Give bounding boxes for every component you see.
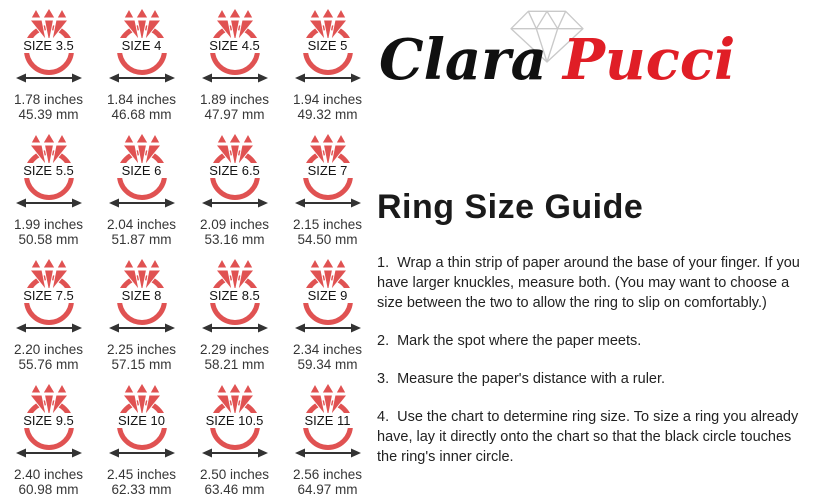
ring-size-chart [0,0,377,501]
ring-mm: 55.76 mm [18,357,79,372]
ring-measurements [293,342,362,372]
ring-mm: 63.46 mm [204,482,265,497]
ring-icon [190,256,280,334]
ring-inches: 1.84 inches [106,92,177,107]
ring-inches: 1.94 inches [292,92,363,107]
ring-cell [95,6,188,131]
ring-inches: 1.78 inches [13,92,84,107]
ring-cell [2,381,95,501]
step-number: 2. [377,333,390,349]
brand-name-pucci: Pucci [562,27,736,93]
ring-measurements [107,92,176,122]
ring-inches: 2.04 inches [106,217,177,232]
ring-size-label: SIZE 10 [115,413,169,428]
ring-cell [281,6,374,131]
page-title: Ring Size Guide [377,188,644,226]
ring-cell [188,6,281,131]
step-text: Mark the spot where the paper meets. [397,333,642,349]
ring-cell [188,131,281,256]
ring-mm: 50.58 mm [18,232,79,247]
ring-mm: 59.34 mm [297,357,358,372]
ring-icon [4,6,94,84]
ring-inches: 2.29 inches [199,342,270,357]
ring-measurements [107,467,176,497]
ring-mm: 53.16 mm [204,232,265,247]
guide-step-2 [377,331,811,351]
ring-measurements [107,217,176,247]
ring-mm: 45.39 mm [18,107,79,122]
ring-size-label: SIZE 6.5 [206,163,263,178]
ring-measurements [200,467,269,497]
ring-size-label: SIZE 9.5 [20,413,77,428]
ring-mm: 60.98 mm [18,482,79,497]
ring-mm: 47.97 mm [204,107,265,122]
ring-cell [281,381,374,501]
ring-size-label: SIZE 7 [301,163,355,178]
brand-name [379,20,735,101]
ring-measurements [200,342,269,372]
ring-icon [190,381,280,459]
ring-cell [281,256,374,381]
ring-mm: 51.87 mm [111,232,172,247]
guide-step-4 [377,407,811,467]
ring-inches: 2.25 inches [106,342,177,357]
ring-size-label: SIZE 11 [301,413,355,428]
brand-name-clara: Clara [379,27,547,93]
step-number: 3. [377,371,390,387]
ring-inches: 2.40 inches [13,467,84,482]
step-number: 4. [377,409,390,425]
ring-icon [4,131,94,209]
ring-size-label: SIZE 10.5 [203,413,267,428]
ring-cell [95,131,188,256]
ring-size-label: SIZE 7.5 [20,288,77,303]
ring-size-label: SIZE 3.5 [20,38,77,53]
ring-measurements [293,217,362,247]
ring-measurements [14,217,83,247]
ring-size-label: SIZE 4.5 [206,38,263,53]
ring-cell [95,256,188,381]
ring-size-label: SIZE 8.5 [206,288,263,303]
guide-panel [377,0,839,501]
step-text: Wrap a thin strip of paper around the base of your finger. If you have larger knuckles, measure both. (You may want to choose a size between the two to allow the ring to slip on comfortably.) [377,255,800,311]
ring-cell [188,381,281,501]
guide-steps [377,253,811,467]
brand-logo [377,6,811,110]
ring-measurements [14,92,83,122]
ring-inches: 1.99 inches [13,217,84,232]
ring-size-label: SIZE 5.5 [20,163,77,178]
ring-mm: 64.97 mm [297,482,358,497]
ring-size-label: SIZE 5 [301,38,355,53]
ring-measurements [107,342,176,372]
ring-cell [95,381,188,501]
ring-mm: 54.50 mm [297,232,358,247]
ring-icon [190,6,280,84]
ring-measurements [293,92,362,122]
ring-size-label: SIZE 4 [115,38,169,53]
ring-size-label: SIZE 6 [115,163,169,178]
ring-icon [97,381,187,459]
ring-measurements [14,467,83,497]
ring-inches: 1.89 inches [199,92,270,107]
ring-inches: 2.09 inches [199,217,270,232]
step-text: Use the chart to determine ring size. To size a ring you already have, lay it directly onto the chart so that the black circle touches the ring's inner circle. [377,409,799,465]
ring-measurements [200,92,269,122]
ring-size-label: SIZE 9 [301,288,355,303]
ring-cell [2,6,95,131]
ring-inches: 2.15 inches [292,217,363,232]
ring-cell [188,256,281,381]
ring-icon [283,256,373,334]
ring-inches: 2.50 inches [199,467,270,482]
ring-measurements [293,467,362,497]
guide-step-1 [377,253,811,313]
ring-cell [281,131,374,256]
ring-measurements [200,217,269,247]
ring-mm: 58.21 mm [204,357,265,372]
ring-icon [97,6,187,84]
ring-icon [283,381,373,459]
ring-inches: 2.20 inches [13,342,84,357]
ring-mm: 62.33 mm [111,482,172,497]
ring-icon [190,131,280,209]
ring-icon [4,256,94,334]
ring-measurements [14,342,83,372]
ring-mm: 49.32 mm [297,107,358,122]
ring-cell [2,131,95,256]
ring-cell [2,256,95,381]
ring-icon [97,256,187,334]
ring-mm: 57.15 mm [111,357,172,372]
ring-inches: 2.56 inches [292,467,363,482]
ring-inches: 2.45 inches [106,467,177,482]
ring-inches: 2.34 inches [292,342,363,357]
ring-icon [283,6,373,84]
step-text: Measure the paper's distance with a ruler. [397,371,666,387]
ring-icon [4,381,94,459]
ring-icon [97,131,187,209]
ring-size-label: SIZE 8 [115,288,169,303]
guide-step-3 [377,369,811,389]
ring-mm: 46.68 mm [111,107,172,122]
step-number: 1. [377,255,390,271]
ring-icon [283,131,373,209]
